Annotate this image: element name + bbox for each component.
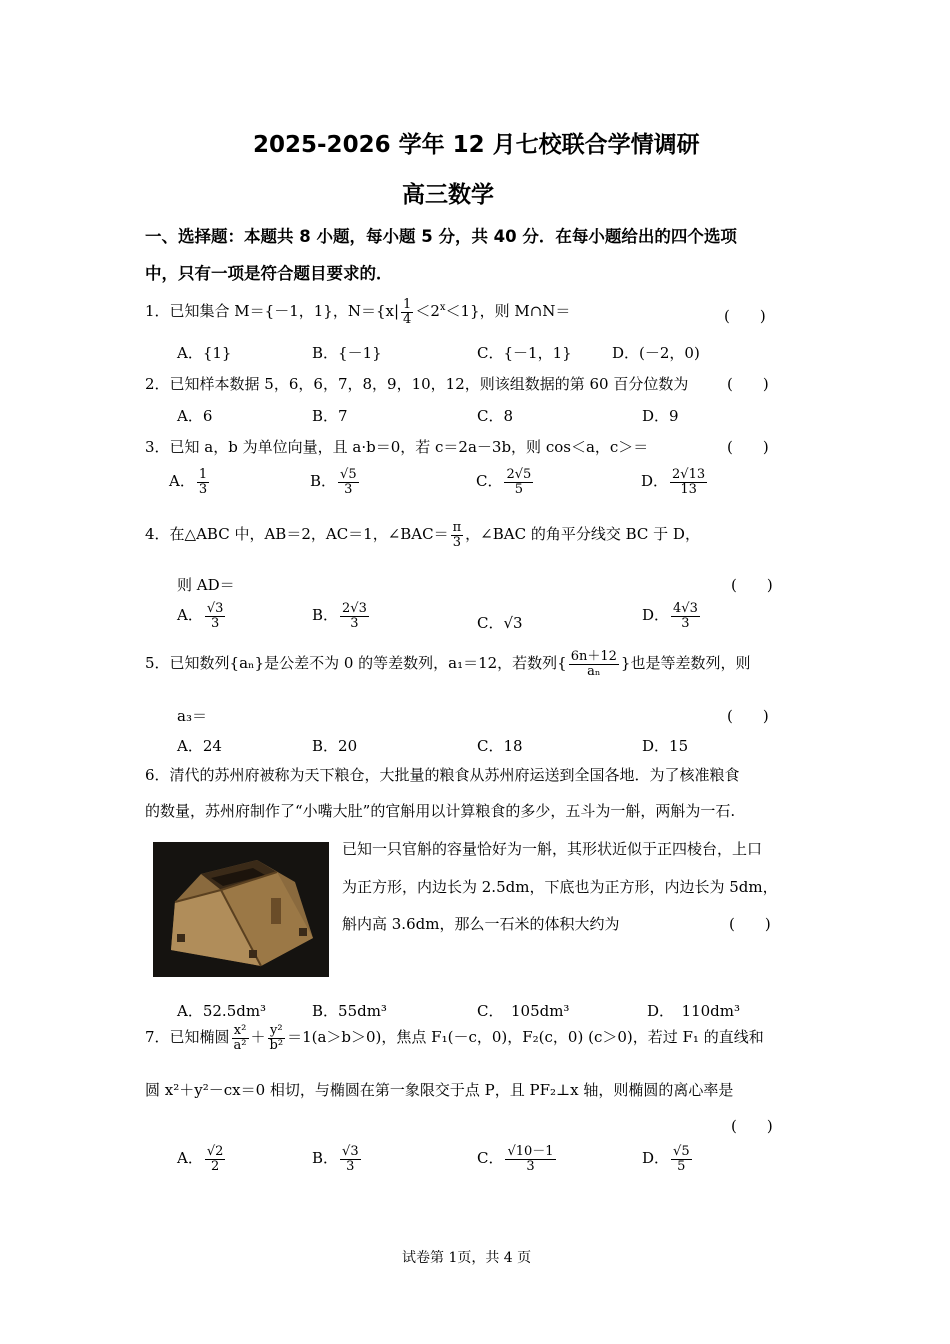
q6-line3: 已知一只官斛的容量恰好为一斛，其形状近似于正四棱台，上口 [342,840,763,858]
q6-option-b: B．55dm³ [312,1002,387,1020]
q5-stem: 5．已知数列{aₙ}是公差不为 0 的等差数列，a₁＝12，若数列{ $\frac{6n+12}{\text{aₙ}}$ }也是等差数列，则 [145,649,751,679]
q3-answer-bracket: ( ) [727,438,769,456]
q6-option-c: C． 105dm³ [477,1002,570,1020]
q3-option-c: C． $\frac{2√5}{5}$ [476,467,532,497]
section-heading-line1: 一、选择题：本题共 8 小题，每小题 5 分，共 40 分．在每小题给出的四个选项 [145,227,737,246]
q5-option-c: C．18 [477,737,523,755]
q3-option-d: D． $\frac{2√13}{13}$ [641,467,706,497]
q4-option-b: B． $\frac{2√3}{3}$ [312,601,367,631]
q6-answer-bracket: ( ) [729,915,771,933]
q1-stem: 1．已知集合 M＝{－1，1}，N＝{x| $\frac{1}{4}$ $<2^x<1$}，则 M∩N＝ [145,297,571,327]
q4-option-d: D． $\frac{4√3}{3}$ [642,601,698,631]
exam-title: 2025-2026 学年 12 月七校联合学情调研 [253,132,700,158]
q1-option-c: C．{－1，1} [477,344,572,362]
q6-option-d: D． 110dm³ [647,1002,740,1020]
q4-answer-bracket: ( ) [731,576,773,594]
q5-answer-bracket: ( ) [727,707,769,725]
q3-option-b: B． $\frac{√5}{3}$ [310,467,357,497]
official-hu-vessel-icon [153,842,329,977]
page-footer: 试卷第 1页，共 4 页 [402,1250,532,1266]
q6-line5: 斛内高 3.6dm，那么一石米的体积大约为 [342,915,620,933]
exam-subtitle: 高三数学 [402,182,494,208]
q4-option-a: A． $\frac{√3}{3}$ [177,601,224,631]
q7-option-d: D． $\frac{√5}{5}$ [642,1144,690,1174]
q5-option-d: D．15 [642,737,689,755]
q4-line2: 则 AD＝ [177,576,235,594]
q6-option-a: A．52.5dm³ [177,1002,267,1020]
q5-option-a: A．24 [177,737,222,755]
q1-option-d: D．(－2，0) [612,344,700,362]
q3-option-a: A． $\frac{1}{3}$ [169,467,208,497]
section-heading-line2: 中，只有一项是符合题目要求的． [145,264,393,283]
q5-option-b: B．20 [312,737,358,755]
q4-option-c: C．√3 [477,614,523,632]
q6-line1: 6．清代的苏州府被称为天下粮仓，大批量的粮食从苏州府运送到全国各地．为了核准粮食 [145,766,740,784]
q7-answer-bracket: ( ) [731,1117,773,1135]
q1-option-b: B．{－1} [312,344,382,362]
q7-option-b: B． $\frac{√3}{3}$ [312,1144,359,1174]
q2-option-b: B．7 [312,407,348,425]
q2-option-d: D．9 [642,407,679,425]
q7-option-a: A． $\frac{√2}{2}$ [177,1144,224,1174]
q2-option-c: C．8 [477,407,514,425]
q7-stem: 7．已知椭圆 $\frac{\text{x²}}{\text{a²}}$ ＋ $\frac{\text{y²}}{\text{b²}}$ ＝1(a＞b＞0)，焦点 F₁(－c，0)，F₂(c，0) (c＞0)，若过 F₁ 的直线和 [145,1023,764,1053]
q2-option-a: A．6 [177,407,213,425]
q3-stem: 3．已知 a，b 为单位向量，且 a·b＝0，若 c＝2a－3b，则 cos＜a，c＞＝ [145,438,649,456]
q1-option-a: A．{1} [177,344,232,362]
q2-stem: 2．已知样本数据 5，6，6，7，8，9，10，12，则该组数据的第 60 百分位数为 [145,375,689,393]
grain-measure-image [153,842,329,977]
q5-line2: a₃＝ [177,707,207,725]
q2-answer-bracket: ( ) [727,375,769,393]
q6-line2: 的数量，苏州府制作了“小嘴大肚”的官斛用以计算粮食的多少，五斗为一斛，两斛为一石. [145,802,736,820]
q4-stem: 4．在△ABC 中，AB＝2，AC＝1，∠BAC＝ $\frac{\pi}{3}$ ，∠BAC 的角平分线交 BC 于 D， [145,520,700,550]
q1-answer-bracket: ( ) [724,307,766,325]
q7-line2: 圆 x²＋y²－cx＝0 相切，与椭圆在第一象限交于点 P，且 PF₂⊥x 轴，则椭圆的离心率是 [145,1081,734,1099]
q1-fraction: $\frac{1}{4}$ [403,297,412,327]
q6-line4: 为正方形，内边长为 2.5dm，下底也为正方形，内边长为 5dm， [342,878,778,896]
q7-option-c: C． $\frac{√10-1}{3}$ [477,1144,554,1174]
